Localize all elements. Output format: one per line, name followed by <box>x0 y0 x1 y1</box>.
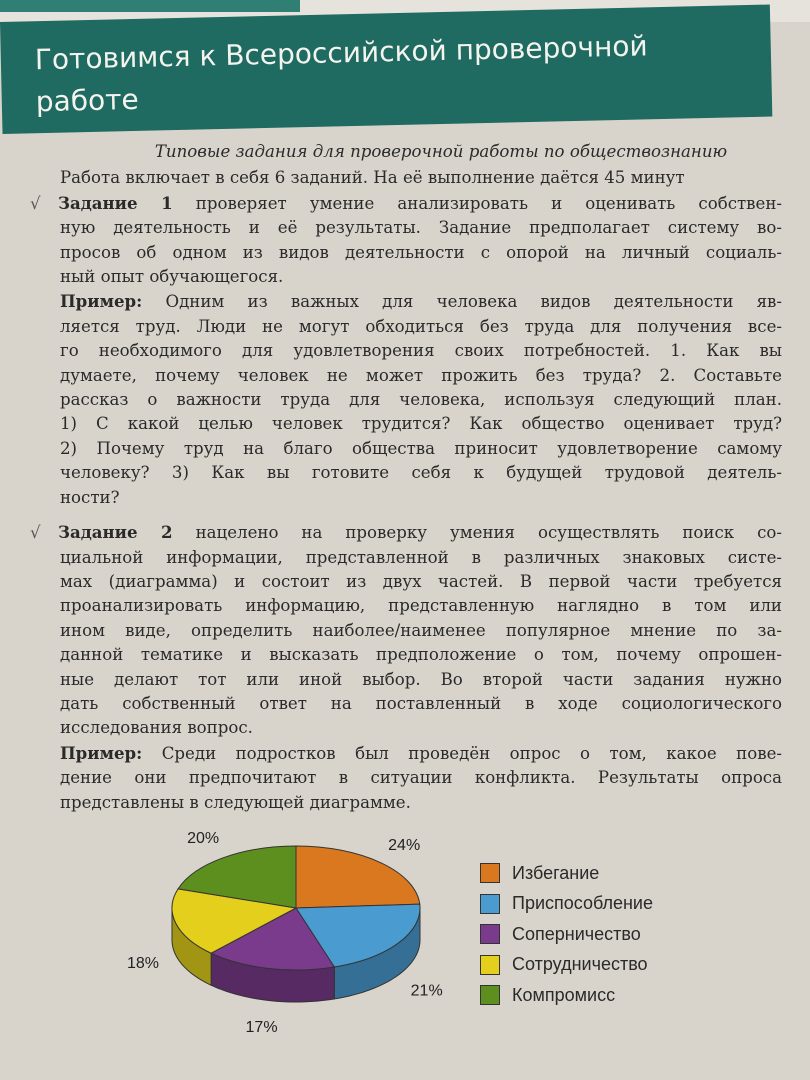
legend-label: Компромисс <box>512 984 616 1005</box>
legend-swatch <box>480 955 500 975</box>
chart-legend <box>480 858 653 1011</box>
section-title <box>0 5 772 124</box>
legend-swatch <box>480 894 500 914</box>
legend-item <box>480 889 653 920</box>
task1-paragraph <box>30 191 782 290</box>
legend-label: Соперничество <box>512 923 641 944</box>
text-line: го необходимого для удовлетворения своих потребностей. 1. Как вы <box>60 341 782 361</box>
legend-swatch <box>480 985 500 1005</box>
legend-item <box>480 980 653 1011</box>
check-mark-icon: √ <box>30 193 41 213</box>
text-line: нацелено на проверку умения осуществлять поиск со- <box>172 523 782 543</box>
pie-data-label: 21% <box>410 982 443 1000</box>
legend-item <box>480 950 653 981</box>
text-line: Среди подростков был проведён опрос о том, какое пове- <box>142 743 782 763</box>
text-line: циальной информации, представленной в различных знаковых систе- <box>60 547 782 567</box>
pie-data-label: 20% <box>187 829 220 847</box>
legend-swatch <box>480 924 500 944</box>
text-line: ином виде, определить наиболее/наименее популярное мнение по за- <box>60 620 782 640</box>
page-content <box>30 140 782 815</box>
task2-paragraph <box>30 520 782 741</box>
legend-label: Избегание <box>512 862 600 883</box>
text-line: рассказ о важности труда для человека, используя следующий план. <box>60 390 782 410</box>
text-line: проанализировать информацию, представленную наглядно в том или <box>60 596 782 616</box>
pie-slice <box>296 846 420 908</box>
text-line: ный опыт обучающегося. <box>60 267 284 287</box>
pie-data-label: 17% <box>245 1018 278 1032</box>
legend-item <box>480 858 653 889</box>
legend-label: Сотрудничество <box>512 954 648 975</box>
check-mark-icon: √ <box>30 523 41 543</box>
example-label: Пример: <box>60 742 143 763</box>
task2-example <box>60 741 782 815</box>
task2-label: Задание 2 <box>58 522 173 543</box>
text-line: представлены в следующей диаграмме. <box>60 792 411 812</box>
legend-label: Приспособление <box>512 893 653 914</box>
text-line: мах (диаграмма) и состоит из двух частей. В первой части требуется <box>60 571 782 591</box>
text-line: данной тематике и высказать предположение о том, почему опрошен- <box>60 645 782 665</box>
text-line: ные делают тот или иной выбор. Во второй части задания нужно <box>60 669 782 689</box>
text-line: Одним из важных для человека видов деятельности яв- <box>142 292 782 312</box>
task1-label: Задание 1 <box>58 192 173 213</box>
text-line: дение они предпочитают в ситуации конфликта. Результаты опроса <box>60 768 782 788</box>
pie-data-label: 24% <box>388 836 421 854</box>
text-line: думаете, почему человек не может прожить без труда? 2. Составьте <box>60 365 782 385</box>
text-line: человеку? 3) Как вы готовите себя к будущей трудовой деятель- <box>60 463 782 483</box>
legend-swatch <box>480 863 500 883</box>
text-line: ляется труд. Люди не могут обходиться без труда для получения все- <box>60 316 782 336</box>
text-line: ности? <box>60 487 120 507</box>
decorative-tab <box>0 0 300 12</box>
example-label: Пример: <box>60 291 143 312</box>
text-line: исследования вопрос. <box>60 718 253 738</box>
text-line: просов об одном из видов деятельности с опорой на личный социаль- <box>60 242 782 262</box>
intro-line: Работа включает в себя 6 заданий. На её выполнение даётся 45 минут <box>60 168 685 188</box>
pie-data-label: 18% <box>126 954 159 972</box>
legend-item <box>480 919 653 950</box>
text-line: проверяет умение анализировать и оценивать собствен- <box>172 193 782 213</box>
text-line: дать собственный ответ на поставленный в ходе социологического <box>60 693 782 713</box>
section-title-line: работе <box>35 82 140 119</box>
task1-example <box>60 289 782 510</box>
section-title-line: Готовимся к Всероссийской проверочной <box>34 29 648 77</box>
subtitle: Типовые задания для проверочной работы по обществознанию <box>154 142 728 161</box>
pie-chart <box>100 822 460 1032</box>
section-header-band <box>0 5 772 134</box>
text-line: 1) С какой целью человек трудится? Как общество оценивает труд? <box>60 414 782 434</box>
text-line: ную деятельность и её результаты. Задание предполагает систему во- <box>60 218 782 238</box>
text-line: 2) Почему труд на благо общества приносит удовлетворение самому <box>60 438 782 458</box>
